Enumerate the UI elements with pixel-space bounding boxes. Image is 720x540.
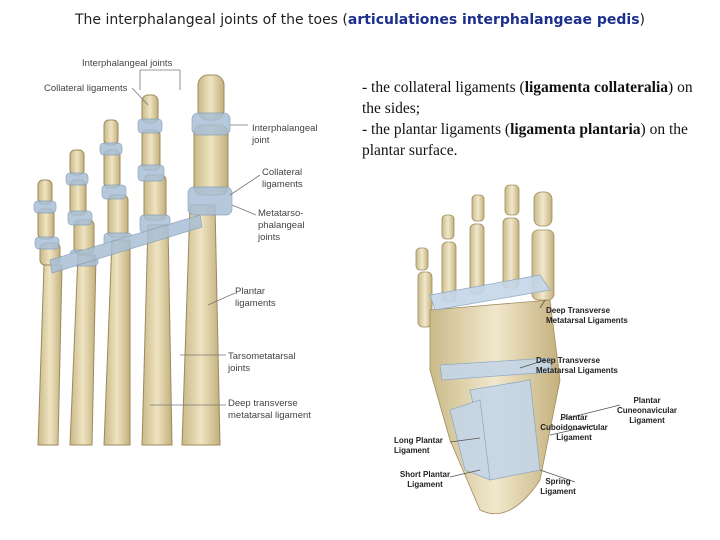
toe-joints-illustration bbox=[30, 55, 330, 455]
label-tarsometatarsal-joints: Tarsometatarsal joints bbox=[228, 351, 296, 374]
line1-term: ligamenta collateralia bbox=[524, 79, 669, 96]
line1-suffix: ) on the sides; bbox=[362, 79, 693, 117]
description-text bbox=[362, 77, 707, 161]
label-interphalangeal-joint: Interphalangeal joint bbox=[252, 123, 318, 146]
label-interphalangeal-joints: Interphalangeal joints bbox=[82, 58, 173, 69]
toe-joints-drawing bbox=[30, 55, 330, 455]
label-deep-transverse-ligament: Deep transverse metatarsal ligament bbox=[228, 398, 311, 421]
label-collateral-ligaments-2: Collateral ligaments bbox=[262, 167, 303, 190]
label-collateral-ligaments: Collateral ligaments bbox=[44, 83, 128, 94]
label-spring: Spring Ligament bbox=[540, 477, 576, 496]
label-metatarsophalangeal-joints: Metatarso-phalangeal joints bbox=[258, 208, 305, 243]
label-plantar-ligaments: Plantar ligaments bbox=[235, 286, 276, 309]
label-long-plantar: Long Plantar Ligament bbox=[394, 436, 443, 455]
label-plantar-cuneonavicular: Plantar Cuneonavicular Ligament bbox=[616, 396, 677, 425]
page-title bbox=[0, 12, 720, 28]
line1-prefix: - the collateral ligaments ( bbox=[362, 79, 525, 96]
line2-prefix: - the plantar ligaments ( bbox=[362, 121, 511, 138]
label-short-plantar: Short Plantar Ligament bbox=[399, 470, 451, 489]
line2-suffix: ) on the plantar surface. bbox=[362, 121, 688, 159]
line2-term: ligamenta plantaria bbox=[510, 121, 641, 138]
plantar-foot-illustration bbox=[390, 180, 680, 530]
label-plantar-cuboidonavicular: Plantar Cuboidonavicular Ligament bbox=[540, 413, 608, 442]
title-suffix: ) bbox=[639, 12, 646, 28]
label-deep-transverse-2: Deep Transverse Metatarsal Ligaments bbox=[536, 356, 618, 375]
title-prefix: The interphalangeal joints of the toes ( bbox=[74, 12, 348, 28]
title-latin-term: articulationes interphalangeae pedis bbox=[347, 12, 640, 28]
label-deep-transverse-1: Deep Transverse Metatarsal Ligaments bbox=[546, 306, 628, 325]
